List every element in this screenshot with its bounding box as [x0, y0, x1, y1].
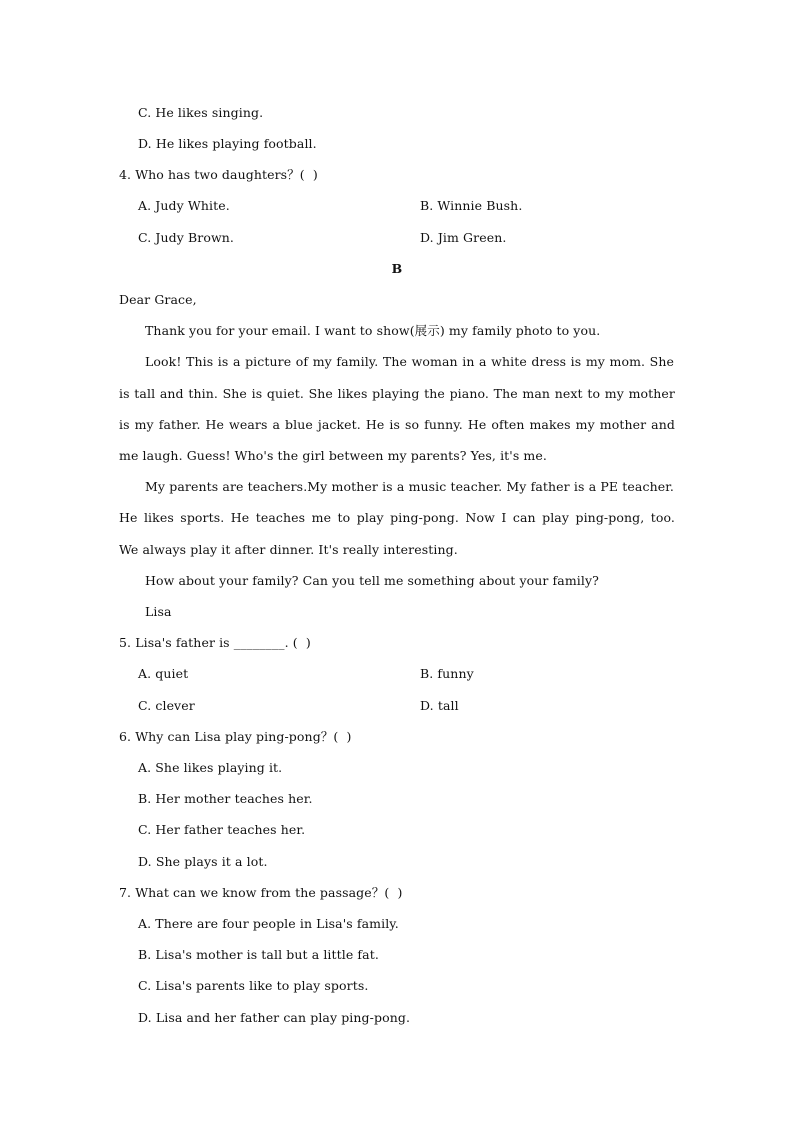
letter-salutation: Dear Grace, [119, 292, 197, 307]
q7-option-d: D. Lisa and her father can play ping-pong. [138, 1010, 411, 1025]
q3-option-c: C. He likes singing. [138, 105, 264, 120]
q4-option-c: C. Judy Brown. [138, 230, 234, 245]
q5-question: 5. Lisa's father is ________. ( ) [119, 635, 311, 650]
letter-paragraph-2-line-4: me laugh. Guess! Who's the girl between my parents? Yes, it's me. [119, 448, 547, 463]
letter-paragraph-1: Thank you for your email. I want to show(展示) my family photo to you. [145, 323, 601, 338]
q4-option-a: A. Judy White. [138, 198, 230, 213]
q7-option-a: A. There are four people in Lisa's family. [138, 916, 399, 931]
q4-option-b: B. Winnie Bush. [420, 198, 523, 213]
q5-option-a: A. quiet [138, 666, 189, 681]
q5-option-c: C. clever [138, 698, 195, 713]
q6-question: 6. Why can Lisa play ping-pong？( ) [119, 729, 352, 744]
q7-question: 7. What can we know from the passage？( ) [119, 885, 403, 900]
q6-option-a: A. She likes playing it. [138, 760, 283, 775]
q6-option-b: B. Her mother teaches her. [138, 791, 313, 806]
q3-option-d: D. He likes playing football. [138, 136, 317, 151]
q4-option-d: D. Jim Green. [420, 230, 507, 245]
letter-signature: Lisa [145, 604, 172, 619]
letter-paragraph-2-line-1: Look! This is a picture of my family. The woman in a white dress is my mom. She [145, 354, 674, 369]
letter-paragraph-2-line-2: is tall and thin. She is quiet. She likes playing the piano. The man next to my mother [119, 386, 675, 401]
q6-option-d: D. She plays it a lot. [138, 854, 268, 869]
letter-paragraph-3-line-1: My parents are teachers.My mother is a music teacher. My father is a PE teacher. [145, 479, 674, 494]
q7-option-c: C. Lisa's parents like to play sports. [138, 978, 369, 993]
q5-option-b: B. funny [420, 666, 474, 681]
letter-paragraph-2-line-3: is my father. He wears a blue jacket. He is so funny. He often makes my mother and [119, 417, 675, 432]
q4-question: 4. Who has two daughters？( ) [119, 167, 318, 182]
q7-option-b: B. Lisa's mother is tall but a little fat. [138, 947, 379, 962]
letter-paragraph-3-line-3: We always play it after dinner. It's really interesting. [119, 542, 458, 557]
section-heading: B [391, 261, 403, 276]
q5-option-d: D. tall [420, 698, 459, 713]
letter-paragraph-3-line-2: He likes sports. He teaches me to play ping-pong. Now I can play ping-pong, too. [119, 510, 675, 525]
q6-option-c: C. Her father teaches her. [138, 822, 306, 837]
letter-paragraph-4: How about your family? Can you tell me something about your family? [145, 573, 599, 588]
